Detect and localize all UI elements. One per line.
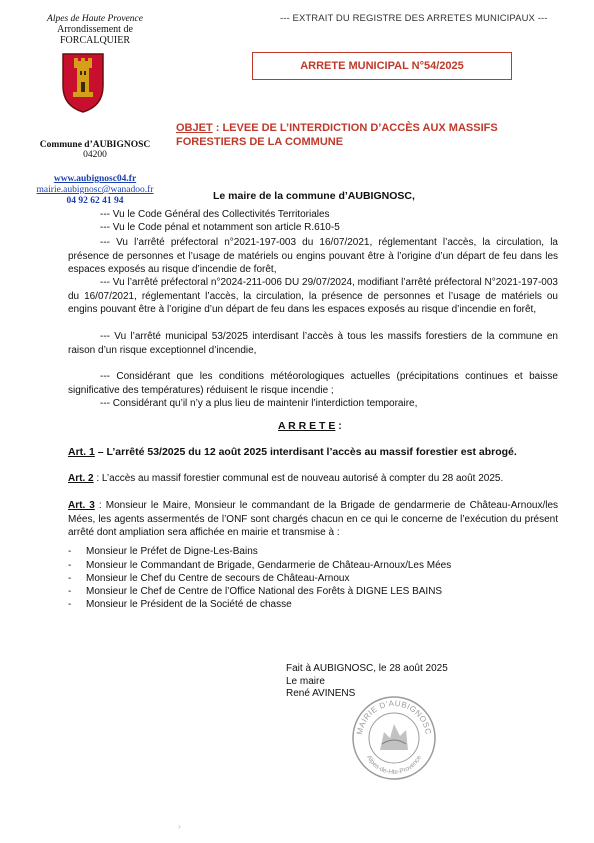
list-item bbox=[68, 560, 451, 571]
article-2 bbox=[68, 472, 558, 486]
recipient-text: Monsieur le Chef de Centre de l’Office National des Forêts à DIGNE LES BAINS bbox=[86, 586, 443, 597]
email-link[interactable]: mairie.aubignosc@wanadoo.fr bbox=[36, 185, 154, 195]
list-bullet: - bbox=[68, 573, 72, 584]
city-name: FORCALQUIER bbox=[59, 35, 130, 46]
recipient-text: Monsieur le Chef du Centre de secours de Château-Arnoux bbox=[86, 573, 350, 584]
commune-postcode: 04200 bbox=[83, 150, 107, 160]
svg-text:Alpes-de-Hte-Provence: Alpes-de-Hte-Provence bbox=[365, 754, 423, 777]
register-header: --- EXTRAIT DU REGISTRE DES ARRETES MUNICIPAUX --- bbox=[280, 13, 548, 24]
arrete-heading bbox=[278, 420, 342, 432]
recipient-text: Monsieur le Préfet de Digne-Les-Bains bbox=[86, 546, 258, 557]
website-link[interactable]: www.aubignosc04.fr bbox=[53, 174, 137, 184]
commune-name: Commune d’AUBIGNOSC bbox=[39, 140, 151, 150]
vu-line-2: --- Vu le Code pénal et notamment son article R.610-5 bbox=[100, 222, 340, 233]
list-item bbox=[68, 586, 442, 597]
list-item bbox=[68, 546, 258, 557]
objet-line-1 bbox=[176, 121, 576, 135]
recipient-text: Monsieur le Président de la Société de chasse bbox=[86, 599, 292, 610]
maire-intro: Le maire de la commune d’AUBIGNOSC, bbox=[213, 190, 415, 202]
commune-header bbox=[20, 14, 170, 46]
vu-line-1: --- Vu le Code Général des Collectivités Territoriales bbox=[100, 209, 330, 220]
list-bullet: - bbox=[68, 560, 72, 571]
signature-name: René AVINENS bbox=[286, 688, 356, 699]
objet-label: OBJET bbox=[176, 122, 213, 134]
signature-place-date: Fait à AUBIGNOSC, le 28 août 2025 bbox=[286, 663, 448, 674]
considerant-2: --- Considérant qu’il n’y a plus lieu de maintenir l’interdiction temporaire, bbox=[100, 398, 418, 409]
arrete-heading-text: A R R E T E bbox=[278, 420, 336, 432]
objet-text-2: FORESTIERS DE LA COMMUNE bbox=[176, 136, 344, 148]
considerant-1: --- Considérant que les conditions météorologiques actuelles (précipitations continues et baisse significative des températures) réduisent le risque incendie ; bbox=[68, 371, 558, 396]
article-3-label: Art. 3 bbox=[68, 500, 95, 511]
coat-of-arms-icon bbox=[61, 52, 105, 114]
signature-role: Le maire bbox=[286, 675, 325, 687]
arrete-title-text: ARRETE MUNICIPAL N°54/2025 bbox=[300, 60, 464, 72]
article-1-label: Art. 1 bbox=[68, 446, 95, 458]
vu-line-5: --- Vu l’arrêté municipal 53/2025 interdisant l’accès à tous les massifs forestiers de la commune en raison d’un risque exceptionnel d’incendie, bbox=[68, 331, 558, 356]
department-name: Alpes de Haute Provence bbox=[47, 14, 143, 24]
list-item bbox=[68, 599, 292, 610]
article-1-text: – L’arrêté 53/2025 du 12 août 2025 interdisant l’accès au massif forestier est abrogé. bbox=[94, 446, 517, 458]
arrete-heading-suffix: : bbox=[335, 420, 342, 432]
article-3-text: : Monsieur le Maire, Monsieur le commandant de la Brigade de gendarmerie de Château-Arnoux/les Mées, les agents assermentés de l’ONF sont chargés chacun en ce qui le concerne de l’exécution du présent arrêté dont ampliation sera affichée en mairie et transmise à : bbox=[68, 500, 559, 538]
arrondissement-label: Arrondissement de bbox=[57, 24, 133, 35]
arrete-title bbox=[252, 52, 512, 80]
commune-info bbox=[20, 140, 170, 160]
scan-mark-icon: › bbox=[178, 822, 181, 831]
recipient-text: Monsieur le Commandant de Brigade, Gendarmerie de Château-Arnoux/Les Mées bbox=[86, 560, 452, 571]
svg-text:MAIRIE D’AUBIGNOSC: MAIRIE D’AUBIGNOSC bbox=[355, 698, 433, 736]
article-2-label: Art. 2 bbox=[68, 473, 94, 484]
article-3 bbox=[68, 499, 558, 540]
list-bullet: - bbox=[68, 546, 72, 557]
commune-contact bbox=[20, 174, 170, 207]
list-item bbox=[68, 573, 349, 584]
phone-number: 04 92 62 41 94 bbox=[66, 196, 124, 206]
vu-line-3: --- Vu l’arrêté préfectoral n°2021-197-003 du 16/07/2021, réglementant l’accès, la circulation, la présence de personnes et l’usage de matériels ou engins pouvant être à l’origine d’un départ de feu dans les espaces exposés au risque d’incendie de forêt, bbox=[68, 237, 558, 275]
list-bullet: - bbox=[68, 599, 72, 610]
vu-line-4: --- Vu l’arrêté préfectoral n°2024-211-006 DU 29/07/2024, modifiant l’arrêté préfectoral N°2021-197-003 du 16/07/2021, réglementant l’accès, la circulation, la présence de personnes et l’usage de matériels ou engins pouvant être à l’origine d’un départ de feu dans les espaces exposés au risque d’incendie en forêt, bbox=[68, 277, 558, 315]
list-bullet: - bbox=[68, 586, 72, 597]
objet-text-1: : LEVEE DE L’INTERDICTION D’ACCÈS AUX MASSIFS bbox=[212, 122, 498, 134]
objet-block bbox=[176, 121, 576, 149]
article-2-text: : L’accès au massif forestier communal est de nouveau autorisé à compter du 28 août 2025. bbox=[93, 473, 504, 484]
mairie-stamp-icon bbox=[350, 694, 438, 782]
article-1 bbox=[68, 446, 558, 460]
